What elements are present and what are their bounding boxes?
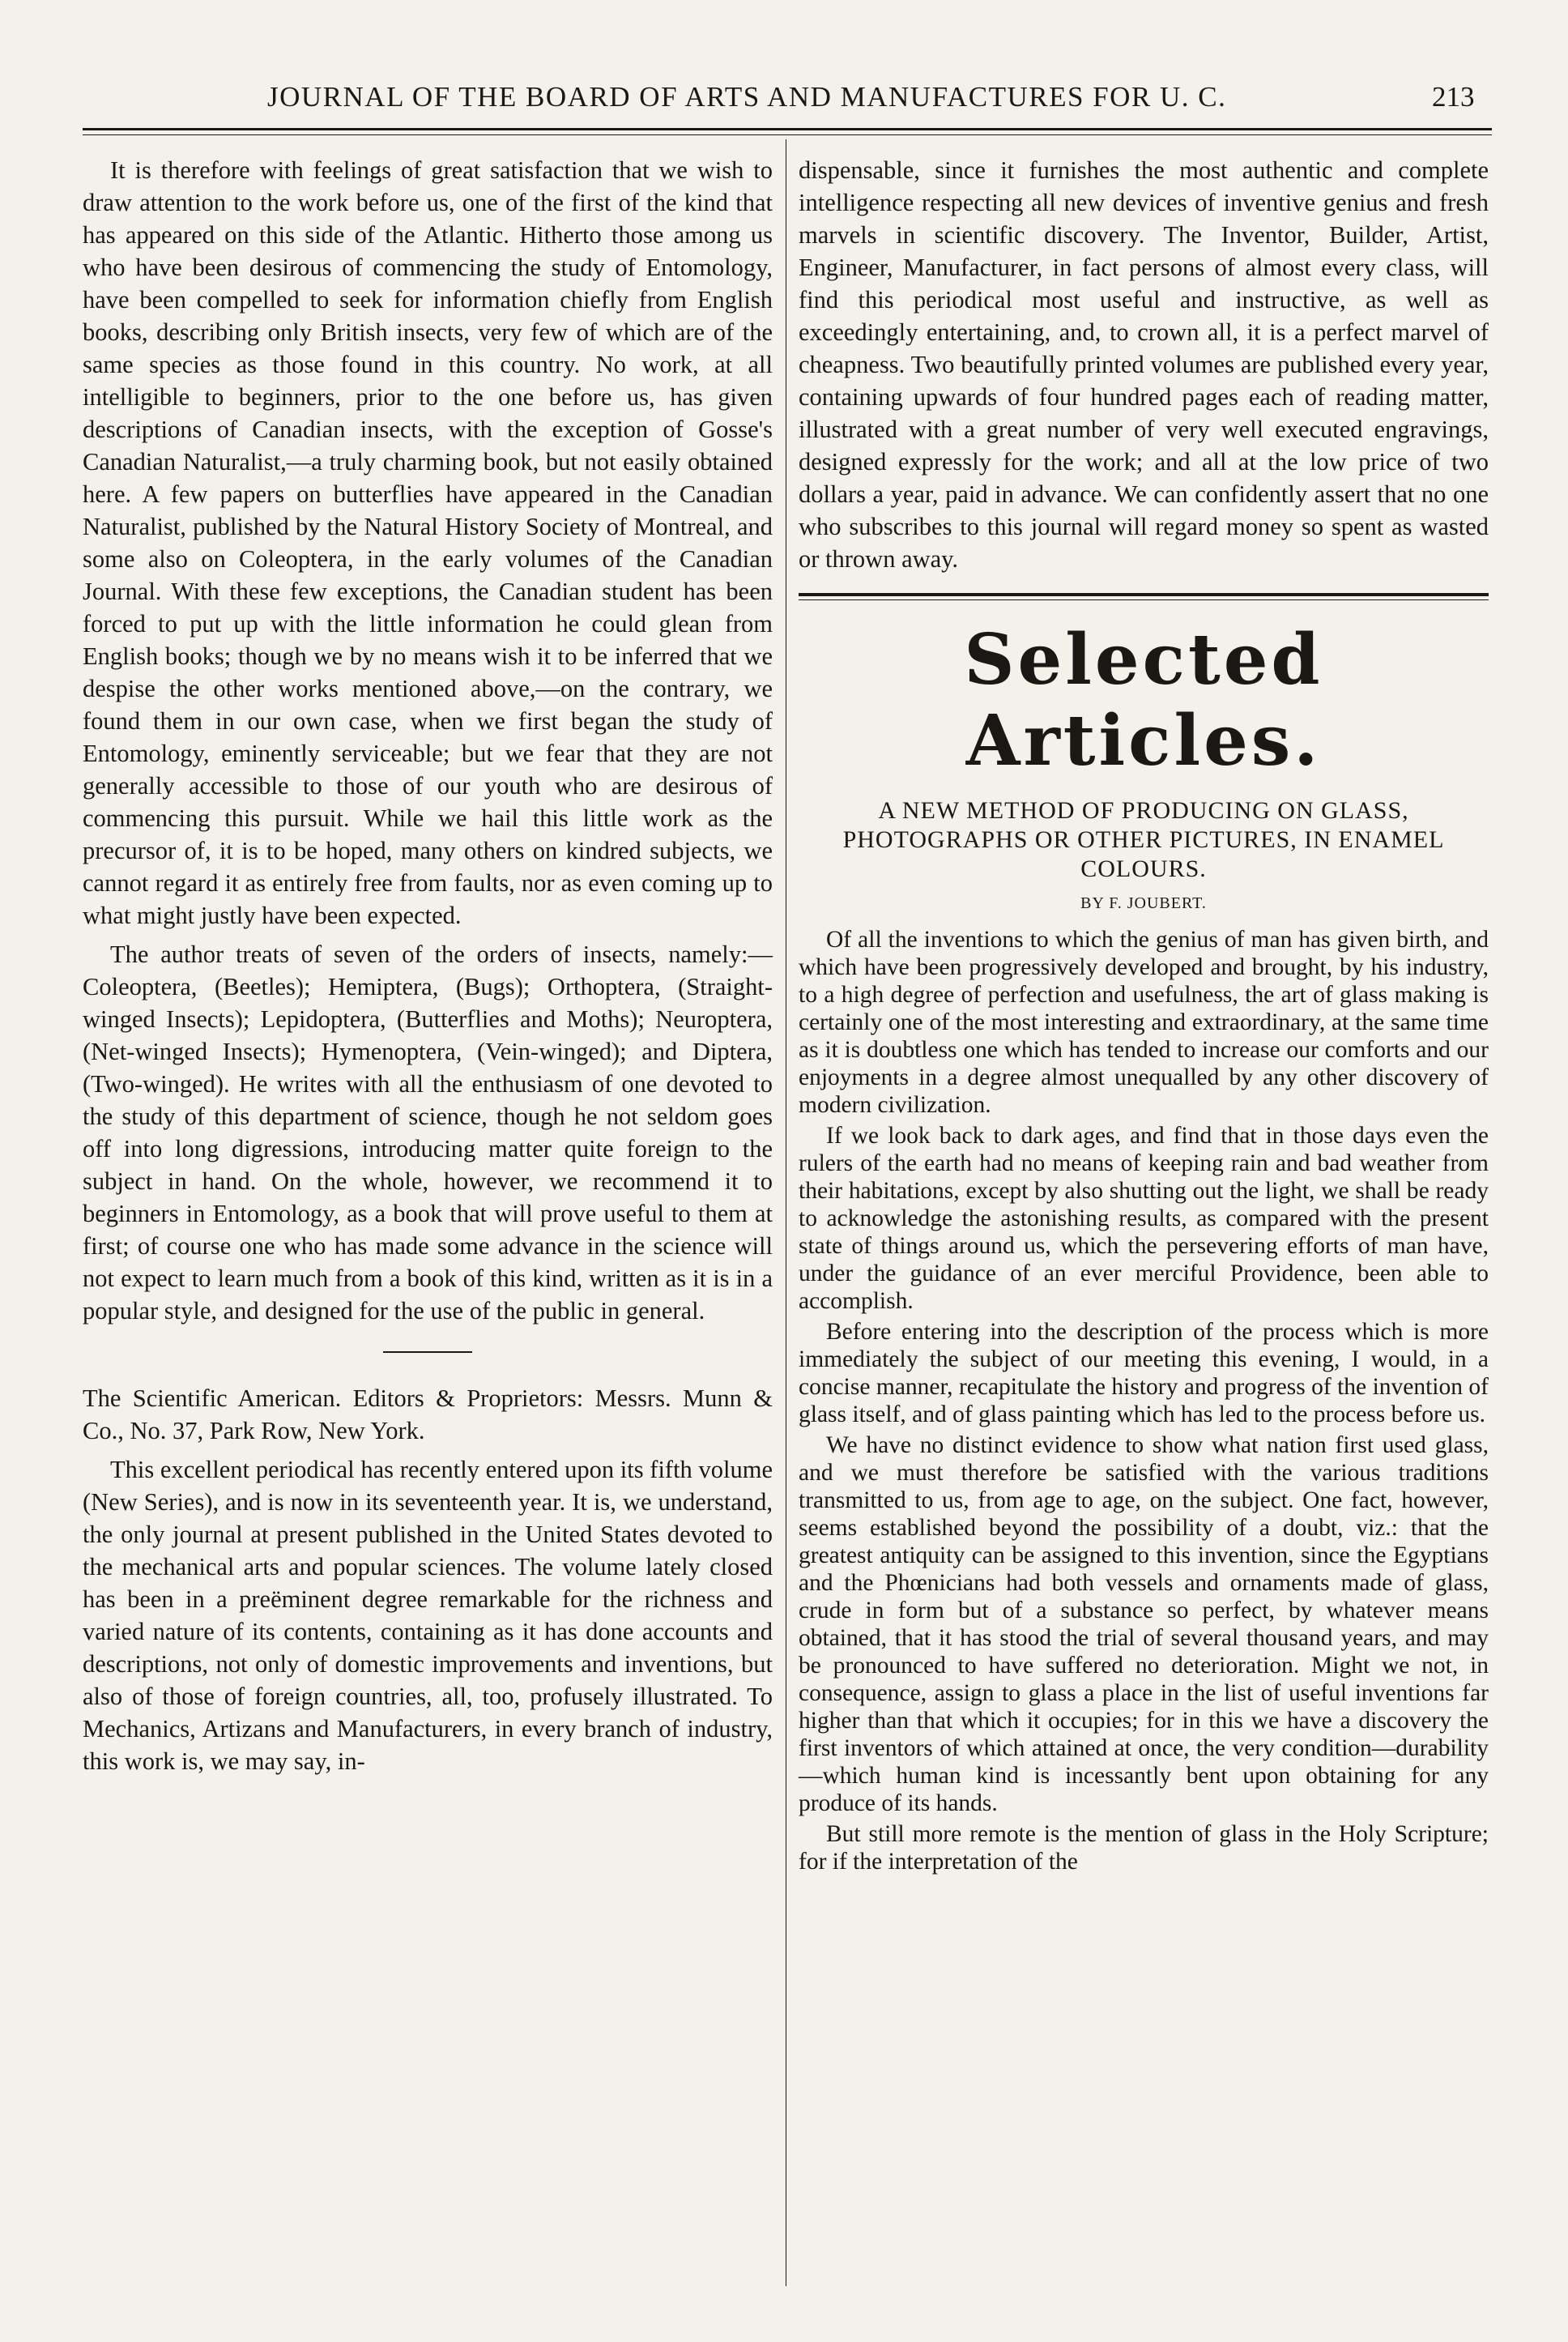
running-title: JOURNAL OF THE BOARD OF ARTS AND MANUFACTURES FOR U. C. <box>267 81 1227 113</box>
article-body <box>799 926 1489 1875</box>
double-rule <box>799 593 1489 600</box>
header-rule <box>83 128 1492 130</box>
running-head <box>0 81 1568 122</box>
article-paragraph-4: We have no distinct evidence to show what nation first used glass, and we must therefore be satisfied with the various traditions transmitted to us, from age to age, on the subject. One fact, however, seems established beyond the possibility of a doubt, viz.: that the greatest antiquity can be assigned to this invention, since the Egyptians and the Phœnicians had both vessels and ornaments made of glass, crude in form but of a substance so perfect, by whatever means obtained, that it has stood the trial of several thousand years, and may be pronounced to have suffered no deterioration. Might we not, in consequence, assign to glass a place in the list of useful inventions far higher than that which it occupies; for in this we have a discovery the first inventors of which attained at once, the very condition—durability—which human kind is incessantly bent upon obtaining for any produce of its hands. <box>799 1432 1489 1816</box>
article-paragraph-2: If we look back to dark ages, and find that in those days even the rulers of the earth had no means of keeping rain and bad weather from their habitations, except by also shutting out the light, we shall be ready to acknowledge the astonishing results, as compared with the present state of things around us, which the persevering efforts of man have, under the guidance of an ever merciful Providence, been able to accomplish. <box>799 1123 1489 1314</box>
article-paragraph-5: But still more remote is the mention of glass in the Holy Scripture; for if the interpretation of the <box>799 1821 1489 1875</box>
section-heading: Selected Articles. <box>964 619 1323 782</box>
notice-paragraph: This excellent periodical has recently entered upon its fifth volume (New Series), and is now in its seventeenth year. It is, we understand, the only journal at present published in the United States devoted to the mechanical arts and popular sciences. The volume lately closed has been in a preëminent degree remarkable for the richness and varied nature of its contents, containing as it has done accounts and descriptions, not only of domestic improvements and inventions, but also of those of foreign countries, all, too, profusely illustrated. To Mechanics, Artizans and Manufacturers, in every branch of industry, this work is, we may say, in- <box>83 1456 773 1775</box>
notice-continuation: dispensable, since it furnishes the most authentic and complete intelligence respecting all new devices of inventive genius and fresh marvels in scientific discovery. The Inventor, Builder, Artist, Engineer, Manufacturer, in fact persons of almost every class, will find this periodical most useful and instructive, as well as exceedingly entertaining, and, to crown all, it is a perfect marvel of cheapness. Two beautifully printed volumes are published every year, containing upwards of four hundred pages each of reading matter, illustrated with a great number of very well executed engravings, designed expressly for the work; and all at the low price of two dollars a year, paid in advance. We can confidently assert that no one who subscribes to this journal will regard money so spent as wasted or thrown away. <box>799 156 1489 573</box>
page-number: 213 <box>1432 81 1475 113</box>
article-paragraph-1: Of all the inventions to which the genius of man has given birth, and which have been progressively developed and brought, by his industry, to a high degree of perfection and usefulness, the art of glass making is certainly one of the most interesting and extraordinary, at the same time as it is doubtless one which has tended to increase our comforts and our enjoyments in a degree almost unequalled by any other discovery of modern civilization. <box>799 927 1489 1118</box>
notice-title: The Scientific American. Editors & Proprietors: Messrs. Munn & Co., No. 37, Park Row, New York. <box>83 1384 773 1444</box>
article-paragraph-3: Before entering into the description of the process which is more immediately the subject of our meeting this evening, I would, in a concise manner, recapitulate the history and progress of the invention of glass itself, and of glass painting which has led to the process before us. <box>799 1319 1489 1427</box>
section-divider <box>383 1351 472 1353</box>
header-rule-thin <box>83 134 1492 135</box>
left-column <box>83 154 773 1784</box>
article-title: A NEW METHOD OF PRODUCING ON GLASS, PHOTOGRAPHS OR OTHER PICTURES, IN ENAMEL COLOURS. <box>842 797 1445 882</box>
review-paragraph-2: The author treats of seven of the orders of insects, namely:—Coleoptera, (Beetles); Hemiptera, (Bugs); Orthoptera, (Straight-winged Insects); Lepidoptera, (Butterflies and Moths); Neuroptera, (Net-winged Insects); Hymenoptera, (Vein-winged); and Diptera, (Two-winged). He writes with all the enthusiasm of one devoted to the study of this department of science, though he not seldom goes off into long digressions, introducing matter quite foreign to the subject in hand. On the whole, however, we recommend it to beginners in Entomology, as a book that will prove useful to them at first; of course one who has made some advance in the science will not expect to learn much from a book of this kind, written as it is in a popular style, and designed for the use of the public in general. <box>83 941 773 1325</box>
article-byline: BY F. JOUBERT. <box>1080 894 1207 912</box>
right-column <box>799 154 1489 1879</box>
review-paragraph-1: It is therefore with feelings of great satisfaction that we wish to draw attention to the work before us, one of the first of the kind that has appeared on this side of the Atlantic. Hitherto those among us who have been desirous of commencing the study of Entomology, have been compelled to seek for information chiefly from English books, describing only British insects, very few of which are of the same species as those found in this country. No work, at all intelligible to beginners, prior to the one before us, has given descriptions of Canadian insects, with the exception of Gosse's Canadian Naturalist,—a truly charming book, but not easily obtained here. A few papers on butterflies have appeared in the Canadian Naturalist, published by the Natural History Society of Montreal, and some also on Coleoptera, in the early volumes of the Canadian Journal. With these few exceptions, the Canadian student has been forced to put up with the little information he could glean from English books; though we by no means wish it to be inferred that we despise the other works mentioned above,—on the contrary, we found them in our own case, when we first began the study of Entomology, eminently serviceable; but we fear that they are not generally accessible to those of our youth who are desirous of commencing this pursuit. While we hail this little work as the precursor of, it is to be hoped, many others on kindred subjects, we cannot regard it as entirely free from faults, nor as even coming up to what might justly have been expected. <box>83 156 773 929</box>
